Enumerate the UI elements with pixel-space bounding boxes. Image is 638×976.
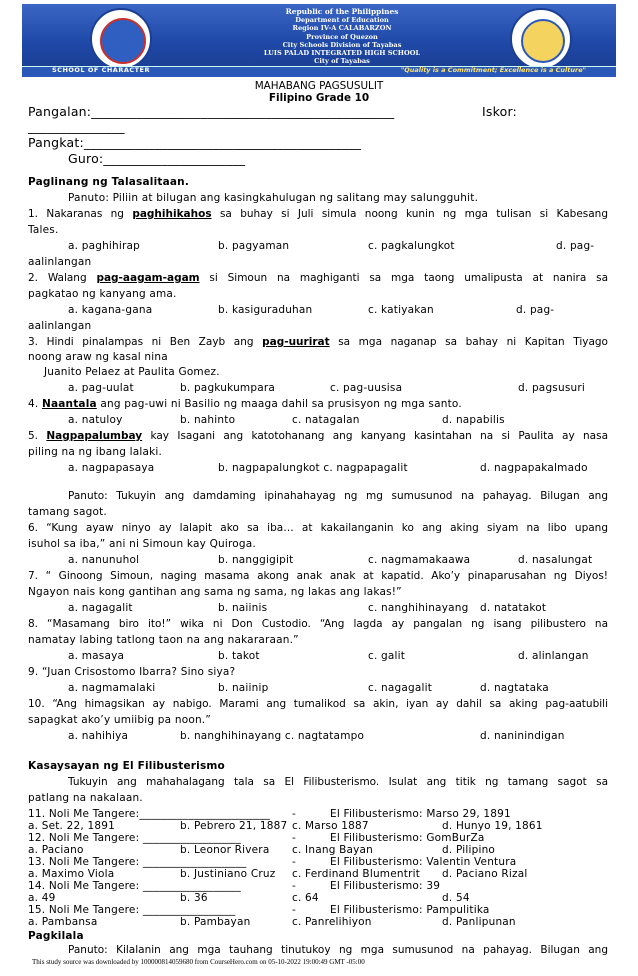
choice-c[interactable]: c. Ferdinand Blumentrit: [292, 868, 421, 880]
choice-a[interactable]: a. masaya: [68, 650, 125, 662]
banner-line: Province of Quezon: [306, 32, 378, 41]
panuto: Panuto: Tukuyin ang damdaming ipinahahayag ng mg sumusunod na pahayag. Bilugan ang: [68, 490, 608, 502]
panuto: Panuto: Kilalanin ang mga tauhang tinutukoy ng mga sumusunod na pahayag. Bilugan ang: [68, 944, 608, 956]
section-heading: Paglinang ng Talasalitaan.: [28, 176, 190, 188]
choice-a[interactable]: a. pag-uulat: [68, 382, 134, 394]
choice-a[interactable]: a. natuloy: [68, 414, 123, 426]
choice-a[interactable]: a. kagana-gana: [68, 304, 153, 316]
question-8-cont: namatay labing tatlong taon na ang nakararaan.”: [28, 634, 299, 646]
underlined-word: Nagpapalumbay: [46, 430, 143, 442]
choice-b[interactable]: b. naiinis: [218, 602, 268, 614]
question-6-cont: isuhol sa iba,” ani ni Simoun kay Quiroga.: [28, 538, 256, 550]
choice-a[interactable]: a. 49: [28, 892, 56, 904]
question-5-cont: piling na ng ibang lalaki.: [28, 446, 163, 458]
panuto-cont: tamang sagot.: [28, 506, 107, 518]
banner-line: Department of Education: [295, 16, 389, 25]
pangkat-field[interactable]: Pangkat:___________________________________________: [28, 135, 362, 150]
school-motto-right: "Quality is a Commitment; Excellence is a Culture": [400, 66, 586, 74]
choice-d[interactable]: d. nagpapakalmado: [480, 462, 588, 474]
school-banner: [22, 4, 616, 76]
choice-d[interactable]: d. pagsusuri: [518, 382, 585, 394]
choice-a[interactable]: a. Paciano: [28, 844, 84, 856]
history-question[interactable]: 11. Noli Me Tangere:________________________: [28, 808, 271, 820]
dash-separator: -: [292, 808, 296, 820]
choice-d[interactable]: d. Paciano Rizal: [442, 868, 528, 880]
panuto: Tukuyin ang mahahalagang tala sa El Filibusterismo. Isulat ang titik ng tamang sagot sa: [68, 776, 608, 788]
iskor-field[interactable]: _______________: [28, 119, 125, 134]
dash-separator: -: [292, 880, 296, 892]
history-reference: El Filibusterismo: GomBurZa: [330, 832, 485, 844]
choice-b[interactable]: b. takot: [218, 650, 260, 662]
banner-line: City of Tayabas: [314, 57, 370, 66]
choice-d-cont: aalinlangan: [28, 320, 92, 332]
panuto-cont: patlang na nakalaan.: [28, 792, 143, 804]
choice-d[interactable]: d. alinlangan: [518, 650, 589, 662]
history-reference: El Filibusterismo: 39: [330, 880, 441, 892]
choice-a[interactable]: a. nanunuhol: [68, 554, 140, 566]
choice-c[interactable]: c. galit: [368, 650, 406, 662]
question-7-cont: Ngayon nais kong gantihan ang sama ng sama, ng lakas ang lakas!”: [28, 586, 402, 598]
underlined-word: paghihikahos: [132, 208, 212, 220]
underlined-word: Naantala: [41, 398, 97, 410]
history-question[interactable]: 12. Noli Me Tangere: __________________: [28, 832, 241, 844]
choice-a[interactable]: a. nagpapasaya: [68, 462, 155, 474]
school-seal-logo: [510, 8, 572, 70]
choice-c[interactable]: c. 64: [292, 892, 319, 904]
choice-a[interactable]: a. Maximo Viola: [28, 868, 115, 880]
choice-b[interactable]: b. nahinto: [180, 414, 236, 426]
choice-b[interactable]: b. nagpapalungkot c. nagpapagalit: [218, 462, 408, 474]
choice-d[interactable]: d. pag-: [556, 240, 595, 252]
question-4: 4. Naantala ang pag-uwi ni Basilio ng maaga dahil sa prusisyon ng mga santo.: [28, 398, 462, 410]
underlined-word: pag-uurirat: [262, 336, 330, 348]
choice-b[interactable]: b. Justiniano Cruz: [180, 868, 276, 880]
choice-d[interactable]: d. napabilis: [442, 414, 505, 426]
history-reference: El Filibusterismo: Marso 29, 1891: [330, 808, 511, 820]
question-5: 5. Nagpapalumbay kay Isagani ang katotohanang ang kanyang kasintahan na si Paulita ay nasa: [28, 430, 609, 442]
choice-c[interactable]: c. nagagalit: [368, 682, 433, 694]
choice-c[interactable]: c. natagalan: [292, 414, 360, 426]
choice-d-cont: aalinlangan: [28, 256, 92, 268]
banner-line: LUIS PALAD INTEGRATED HIGH SCHOOL: [263, 49, 421, 58]
dash-separator: -: [292, 832, 296, 844]
choice-a[interactable]: a. nagmamalaki: [68, 682, 156, 694]
choice-d[interactable]: d. Panlipunan: [442, 916, 516, 928]
choice-d[interactable]: d. natatakot: [480, 602, 547, 614]
question-2: 2. Walang pag-aagam-agam si Simoun na maghiganti sa mga taong umalipusta at nanira sa: [28, 272, 609, 284]
choice-d[interactable]: d. nagtataka: [480, 682, 549, 694]
choice-c[interactable]: c. Panrelihiyon: [292, 916, 372, 928]
question-3-cont: noong araw ng kasal nina: [28, 351, 168, 363]
question-10-cont: sapagkat ako’y umiibig pa noon.”: [28, 714, 211, 726]
choice-d[interactable]: d. Pilipino: [442, 844, 496, 856]
choice-d[interactable]: d. nasalungat: [518, 554, 593, 566]
choice-b[interactable]: b. nanggigipit: [218, 554, 294, 566]
choice-c[interactable]: c. Inang Bayan: [292, 844, 374, 856]
question-10: 10. “Ang himagsikan ay nabigo. Marami ang tumalikod sa akin, iyan ay dahil sa aking pag-aatubili: [28, 698, 608, 710]
choice-b[interactable]: b. Pambayan: [180, 916, 251, 928]
guro-field[interactable]: Guro:______________________: [68, 151, 246, 166]
question-1: 1. Nakaranas ng paghihikahos sa buhay si Juli simula noong kunin ng mga tulisan si Kabesang: [28, 208, 609, 220]
choice-d[interactable]: d. Hunyo 19, 1861: [442, 820, 543, 832]
choice-c[interactable]: c. katiyakan: [368, 304, 434, 316]
exam-title: MAHABANG PAGSUSULIT: [254, 80, 384, 92]
dash-separator: -: [292, 856, 296, 868]
question-8: 8. “Masamang biro ito!” wika ni Don Custodio. “Ang lagda ay pangalan ng isang pilibustero na: [28, 618, 608, 630]
question-7: 7. “ Ginoong Simoun, naging masama akong anak anak at kapatid. Ako’y pinaparusahan ng Diyos!: [28, 570, 608, 582]
choice-c[interactable]: c. nagmamakaawa: [368, 554, 471, 566]
question-2-cont: pagkatao ng kanyang ama.: [28, 288, 177, 300]
choice-b[interactable]: b. nanghihinayang c. nagtatampo: [180, 730, 365, 742]
banner-line: Region IV-A CALABARZON: [292, 24, 392, 33]
download-notice: This study source was downloaded by 100000814059680 from CourseHero.com on 05-10-2022 19:00:49 GMT -05:00: [32, 958, 365, 966]
choice-d[interactable]: d. 54: [442, 892, 470, 904]
choice-b[interactable]: b. kasiguraduhan: [218, 304, 313, 316]
choice-b[interactable]: b. Pebrero 21, 1887: [180, 820, 288, 832]
deped-seal-logo: [90, 8, 152, 70]
history-question[interactable]: 15. Noli Me Tangere: _________________: [28, 904, 236, 916]
school-motto-left: SCHOOL OF CHARACTER: [52, 66, 151, 74]
history-question[interactable]: 14. Noli Me Tangere: __________________: [28, 880, 241, 892]
question-3-cont: Juanito Pelaez at Paulita Gomez.: [44, 366, 220, 378]
choice-a[interactable]: a. paghihirap: [68, 240, 141, 252]
exam-subtitle: Filipino Grade 10: [268, 92, 370, 104]
iskor-label: Iskor:: [482, 104, 517, 119]
banner-text: [222, 8, 462, 65]
section-heading: Kasaysayan ng El Filibusterismo: [28, 760, 225, 772]
choice-c[interactable]: c. nanghihinayang: [368, 602, 469, 614]
section-heading: Pagkilala: [28, 930, 84, 942]
underlined-word: pag-aagam-agam: [96, 272, 200, 284]
choice-a[interactable]: a. Set. 22, 1891: [28, 820, 115, 832]
choice-b[interactable]: b. 36: [180, 892, 208, 904]
panuto: Panuto: Piliin at bilugan ang kasingkahulugan ng salitang may salungguhit.: [68, 192, 479, 204]
choice-b[interactable]: b. pagkukumpara: [180, 382, 276, 394]
dash-separator: -: [292, 904, 296, 916]
banner-line: Republic of the Philippines: [285, 7, 399, 16]
question-6: 6. “Kung ayaw ninyo ay lalapit ako sa iba… at kakailanganin ko ang aking siyam na libo upang: [28, 522, 608, 534]
question-3: 3. Hindi pinalampas ni Ben Zayb ang pag-uurirat sa mga naganap sa bahay ni Kapitan Tiyago: [28, 336, 608, 348]
choice-c[interactable]: c. Marso 1887: [292, 820, 369, 832]
choice-b[interactable]: b. Leonor Rivera: [180, 844, 270, 856]
history-reference: El Filibusterismo: Valentin Ventura: [330, 856, 517, 868]
choice-b[interactable]: b. pagyaman: [218, 240, 290, 252]
choice-b[interactable]: b. naiinip: [218, 682, 269, 694]
choice-a[interactable]: a. Pambansa: [28, 916, 98, 928]
history-reference: El Filibusterismo: Pampulitika: [330, 904, 490, 916]
choice-d[interactable]: d. naninindigan: [480, 730, 565, 742]
pangalan-field[interactable]: Pangalan:_______________________________________________: [28, 104, 395, 119]
banner-line: City Schools Division of Tayabas: [282, 40, 402, 49]
choice-a[interactable]: a. nagagalit: [68, 602, 133, 614]
choice-c[interactable]: c. pag-uusisa: [330, 382, 403, 394]
history-question[interactable]: 13. Noli Me Tangere: ___________________: [28, 856, 247, 868]
question-1-cont: Tales.: [28, 224, 59, 236]
choice-d[interactable]: d. pag-: [516, 304, 555, 316]
choice-a[interactable]: a. nahihiya: [68, 730, 129, 742]
choice-c[interactable]: c. pagkalungkot: [368, 240, 455, 252]
question-9: 9. “Juan Crisostomo Ibarra? Sino siya?: [28, 666, 236, 678]
